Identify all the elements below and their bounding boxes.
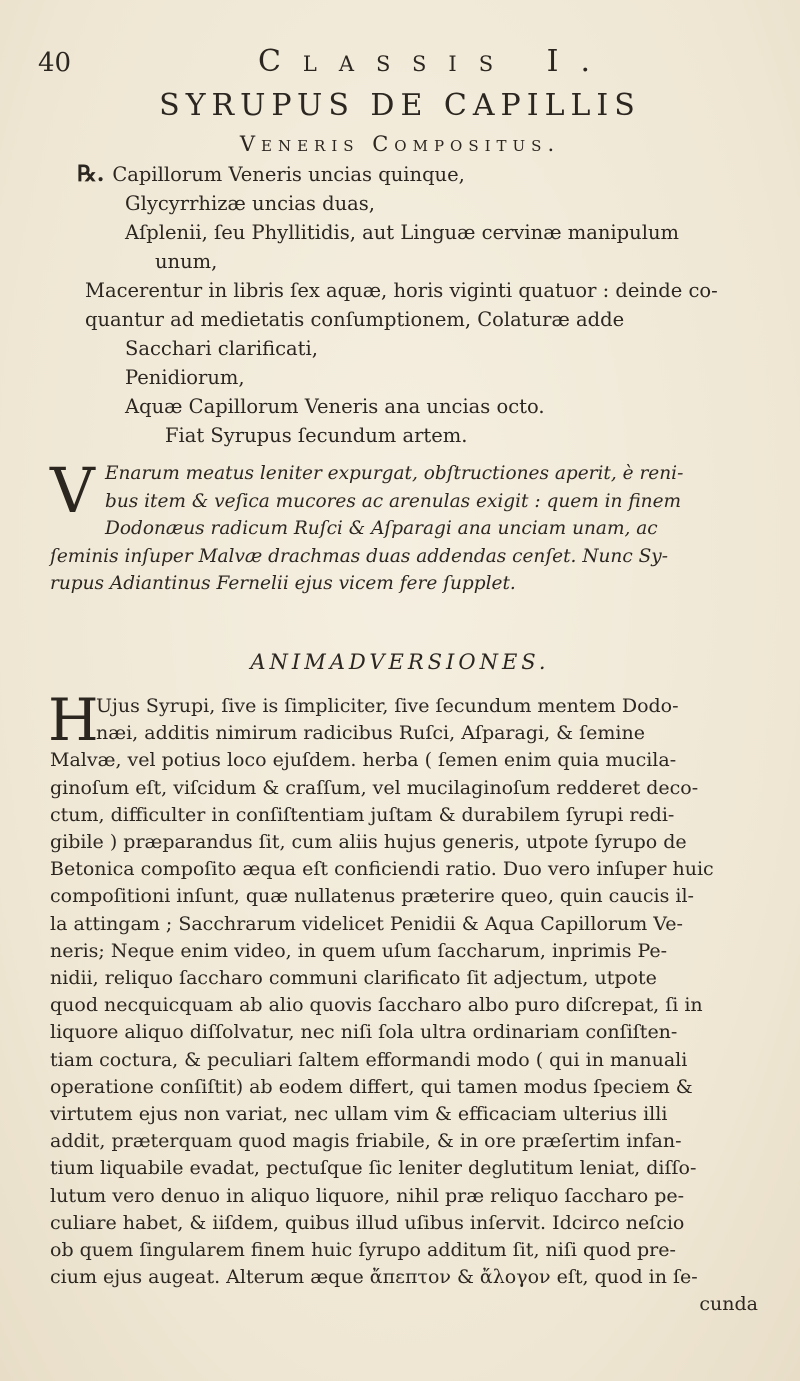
body-line: ginoſum eſt, viſcidum & craſſum, vel mucilaginoſum redderet deco- bbox=[50, 776, 699, 799]
page-number: 40 bbox=[38, 48, 72, 78]
recipe-block bbox=[55, 160, 755, 450]
body-line: quod necquicquam ab alio quovis ſaccharo albo puro diſcrepat, ſi in bbox=[50, 994, 703, 1017]
page-header bbox=[0, 44, 800, 84]
recipe-line: quantur ad medietatis conſumptionem, Colaturæ adde bbox=[85, 308, 625, 331]
body-line: Betonica compoſito æqua eſt conficiendi ratio. Duo vero inſuper huic bbox=[50, 858, 714, 881]
body-line: addit, præterquam quod magis friabile, & in ore præſertim infan- bbox=[50, 1130, 682, 1153]
running-head: Classis I. bbox=[257, 44, 613, 79]
body-text bbox=[48, 686, 768, 1319]
recipe-line: unum, bbox=[155, 250, 218, 273]
body-line: la attingam ; Sacchrarum videlicet Penidii & Aqua Capillorum Ve- bbox=[50, 912, 683, 935]
body-line: nidii, reliquo ſaccharo communi clarificato ſit adjectum, utpote bbox=[50, 967, 657, 990]
recipe-title: SYRUPUS DE CAPILLIS bbox=[159, 88, 641, 123]
note-line: Dodonæus radicum Ruſci & Aſparagi ana unciam unam, ac bbox=[105, 518, 658, 539]
recipe-symbol: ℞. bbox=[77, 161, 105, 187]
recipe-line: ℞. Capillorum Veneris uncias quinque, bbox=[77, 161, 465, 187]
note-line: ſeminis inſuper Malvæ drachmas duas addendas cenſet. Nunc Sy- bbox=[50, 545, 668, 567]
recipe-line: Aquæ Capillorum Veneris ana uncias octo. bbox=[125, 395, 545, 418]
body-line: gibile ) præparandus ſit, cum aliis hujus generis, utpote ſyrupo de bbox=[50, 831, 687, 854]
note-line: rupus Adiantinus Fernelii ejus vicem fere ſupplet. bbox=[50, 573, 516, 594]
note-line: Enarum meatus leniter expurgat, obſtructiones aperit, è reni- bbox=[105, 463, 684, 484]
body-line: lutum vero denuo in aliquo liquore, nihil præ reliquo ſaccharo pe- bbox=[50, 1184, 685, 1207]
section-heading: ANIMADVERSIONES. bbox=[250, 650, 550, 674]
body-line: ob quem ſingularem finem huic ſyrupo additum ſit, niſi quod pre- bbox=[50, 1239, 676, 1262]
body-line: cium ejus augeat. Alterum æque ἄπεπτον & ἄλογον eſt, quod in ſe- bbox=[50, 1266, 698, 1289]
body-line: virtutem ejus non variat, nec ullam vim & efficaciam ulterius illi bbox=[50, 1103, 668, 1126]
recipe-line: Penidiorum, bbox=[125, 366, 245, 389]
body-line: operatione conſiſtit) ab eodem differt, qui tamen modus ſpeciem & bbox=[50, 1075, 693, 1098]
body-line: ctum, difficulter in conſiſtentiam juſtam & durabilem ſyrupi redi- bbox=[50, 803, 675, 826]
body-line: compoſitioni inſunt, quæ nullatenus præterire queo, quin caucis il- bbox=[50, 885, 694, 908]
body-initial: H bbox=[48, 686, 99, 754]
recipe-subtitle: Veneris Compositus. bbox=[239, 132, 561, 156]
body-line: liquore aliquo diſſolvatur, nec niſi ſola ultra ordinariam conſiſten- bbox=[50, 1021, 678, 1044]
recipe-line: Macerentur in libris ſex aquæ, horis viginti quatuor : deinde co- bbox=[85, 279, 718, 302]
body-line: neris; Neque enim video, in quem uſum ſaccharum, inprimis Pe- bbox=[50, 939, 668, 962]
recipe-line: Sacchari clarificati, bbox=[125, 337, 318, 360]
note-line: bus item & veſica mucores ac arenulas exigit : quem in finem bbox=[105, 490, 682, 512]
note-initial: V bbox=[50, 454, 95, 527]
body-line: Malvæ, vel potius loco ejuſdem. herba ( ſemen enim quia mucila- bbox=[50, 749, 677, 772]
body-line: tiam coctura, & peculiari ſaltem efformandi modo ( qui in manuali bbox=[50, 1048, 688, 1071]
body-line: tium liquabile evadat, pectuſque ſic leniter deglutitum leniat, diſſo- bbox=[50, 1157, 697, 1180]
body-line: næi, additis nimirum radicibus Ruſci, Aſparagi, & ſemine bbox=[96, 722, 645, 745]
note-paragraph bbox=[50, 454, 765, 598]
body-line: culiare habet, & iiſdem, quibus illud uſibus inſervit. Idcirco neſcio bbox=[50, 1211, 685, 1234]
body-line: Ujus Syrupi, ſive is ſimpliciter, ſive ſecundum mentem Dodo- bbox=[96, 695, 679, 717]
recipe-line: Aſplenii, ſeu Phyllitidis, aut Linguæ cervinæ manipulum bbox=[125, 221, 679, 244]
catchword: cunda bbox=[699, 1293, 758, 1316]
recipe-line: Fiat Syrupus ſecundum artem. bbox=[165, 424, 468, 447]
recipe-line: Glycyrrhizæ uncias duas, bbox=[125, 192, 375, 215]
